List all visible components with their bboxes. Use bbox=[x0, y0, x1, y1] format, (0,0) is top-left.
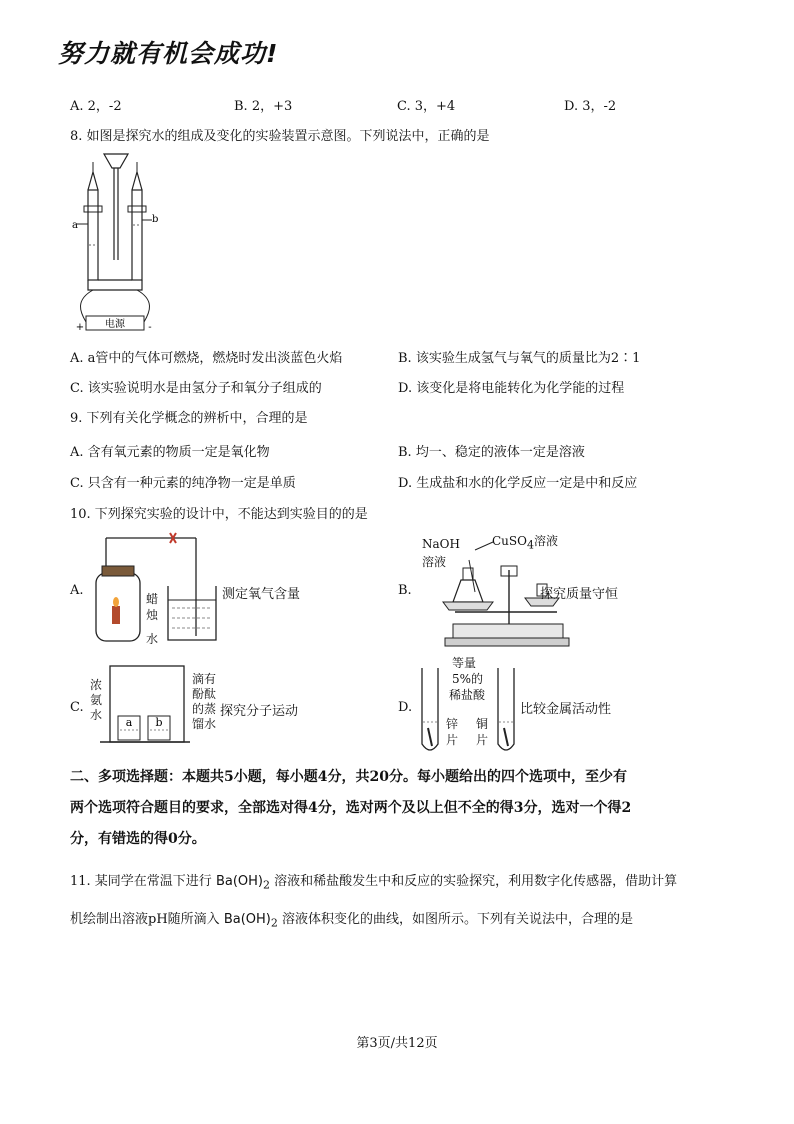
page-slogan: 努力就有机会成功! bbox=[58, 39, 279, 68]
section2-line1: 二、多项选择题：本题共5小题，每小题4分，共20分。每小题给出的四个选项中，至少有 bbox=[70, 769, 627, 785]
tube-b-label: b bbox=[152, 214, 159, 225]
tube-a-label: a bbox=[72, 220, 78, 231]
phenolphthalein-label: 滴有酚酞的蒸馏水 bbox=[192, 672, 217, 731]
q9-option-d: D. 生成盐和水的化学反应一定是中和反应 bbox=[398, 476, 638, 491]
q7-option-c: C. 3，+4 bbox=[397, 99, 456, 114]
q9-option-a: A. 含有氧元素的物质一定是氧化物 bbox=[70, 445, 270, 460]
electrolysis-apparatus-figure bbox=[70, 150, 170, 335]
q10-d-caption: 比较金属活动性 bbox=[520, 702, 612, 717]
water-label: 水 bbox=[146, 632, 159, 646]
q10-a-letter: A. bbox=[70, 583, 84, 598]
ammonia-label: 浓氨水 bbox=[90, 678, 103, 722]
five-percent-label: 5%的 bbox=[452, 672, 484, 686]
q7-option-d: D. 3，-2 bbox=[564, 99, 617, 114]
zinc-label: 锌片 bbox=[446, 717, 459, 747]
q8-option-a: A. a管中的气体可燃烧，燃烧时发出淡蓝色火焰 bbox=[70, 351, 343, 366]
naoh-solution-label: 溶液 bbox=[422, 555, 447, 569]
power-supply-label: 电源 bbox=[105, 319, 125, 330]
ammonia-experiment-figure bbox=[100, 662, 190, 752]
page-number: 第3页/共12页 bbox=[356, 1036, 438, 1051]
q10-c-caption: 探究分子运动 bbox=[220, 704, 299, 719]
cuso4-label: CuSO$_4$溶液 bbox=[492, 534, 558, 552]
q9-option-b: B. 均一、稳定的液体一定是溶液 bbox=[398, 445, 585, 460]
q8-option-c: C. 该实验说明水是由氢分子和氧分子组成的 bbox=[70, 381, 322, 396]
q9-option-c: C. 只含有一种元素的纯净物一定是单质 bbox=[70, 476, 296, 491]
equal-amount-label: 等量 bbox=[452, 656, 477, 670]
q9-stem: 9. 下列有关化学概念的辨析中，合理的是 bbox=[70, 411, 308, 426]
q8-option-d: D. 该变化是将电能转化为化学能的过程 bbox=[398, 381, 625, 396]
q10-b-letter: B. bbox=[398, 583, 412, 598]
q10-b-caption: 探究质量守恒 bbox=[540, 587, 619, 602]
q8-stem: 8. 如图是探究水的组成及变化的实验装置示意图。下列说法中，正确的是 bbox=[70, 129, 490, 144]
naoh-label: NaOH bbox=[422, 537, 460, 551]
q11-line2: 机绘制出溶液pH随所滴入 $Ba(OH)_2$ 溶液体积变化的曲线，如图所示。下列有关说法中，合理的是 bbox=[70, 912, 634, 930]
q10-c-letter: C. bbox=[70, 700, 84, 715]
q10-a-caption: 测定氧气含量 bbox=[222, 587, 301, 602]
cup-b-label: b bbox=[155, 716, 163, 729]
copper-label: 铜片 bbox=[476, 717, 489, 747]
candle-label: 蜡 烛 bbox=[146, 592, 159, 622]
section2-line2: 两个选项符合题目的要求，全部选对得4分，选对两个及以上但不全的得3分，选对一个得2 bbox=[70, 800, 632, 816]
q10-d-letter: D. bbox=[398, 700, 413, 715]
power-plus-sign: + bbox=[75, 322, 85, 333]
q8-option-b: B. 该实验生成氢气与氧气的质量比为2∶1 bbox=[398, 351, 641, 366]
power-minus-sign: - bbox=[148, 322, 152, 333]
section2-line3: 分，有错选的得0分。 bbox=[70, 831, 206, 847]
q10-stem: 10. 下列探究实验的设计中，不能达到实验目的的是 bbox=[70, 507, 368, 522]
q7-option-a: A. 2，-2 bbox=[70, 99, 122, 114]
metal-test-tubes-figure bbox=[418, 666, 528, 758]
cup-a-label: a bbox=[125, 716, 133, 729]
dilute-hcl-label: 稀盐酸 bbox=[449, 688, 486, 702]
q7-option-b: B. 2，+3 bbox=[234, 99, 293, 114]
q11-line1: 11. 某同学在常温下进行 $Ba(OH)_2$ 溶液和稀盐酸发生中和反应的实验探究，利用数字化传感器，借助计算 bbox=[70, 874, 678, 892]
